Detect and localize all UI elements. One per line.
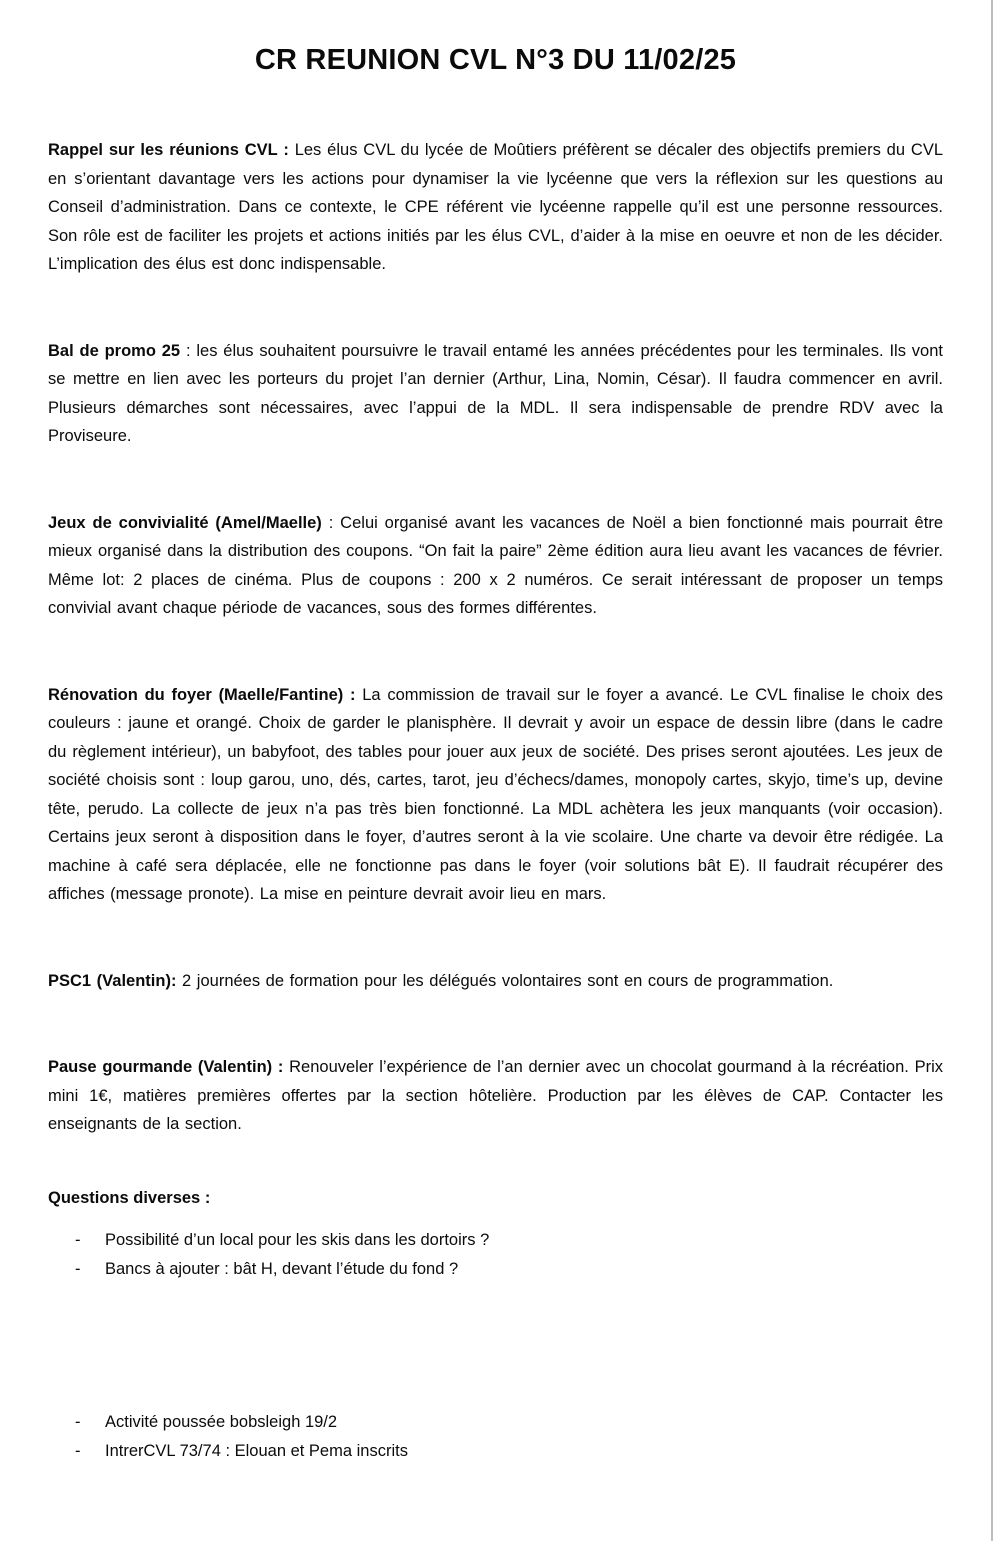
question-item-text: Bancs à ajouter : bât H, devant l’étude du fond ? (105, 1259, 459, 1278)
pause-gourmande-body: Renouveler l’expérience de l’an dernier avec un chocolat gourmand à la récréation. Prix mini 1€, matières premières offertes par la section hôtelière. Production par les élèves de CAP. Contacter les enseignants de la section. (48, 1058, 943, 1133)
footer-item-text: IntrerCVL 73/74 : Elouan et Pema inscrits (105, 1441, 408, 1460)
footer-item-text: Activité poussée bobsleigh 19/2 (105, 1413, 338, 1431)
bal-de-promo-heading: Bal de promo 25 (48, 341, 181, 360)
paragraph-pause-gourmande (48, 1053, 943, 1139)
paragraph-renovation-foyer (48, 681, 943, 909)
footer-item-bobsleigh (48, 1408, 943, 1437)
dash-bullet-marker: - (75, 1413, 81, 1431)
jeux-convivialite-body: : Celui organisé avant les vacances de Noël a bien fonctionné mais pourrait être mieux organisé dans la distribution des coupons. “On fait la paire” 2ème édition aura lieu avant les vacances de février. Même lot: 2 places de cinéma. Plus de coupons : 200 x 2 numéros. Ce serait intéressant de proposer un temps convivial avant chaque période de vacances, sous des formes différentes. (48, 513, 943, 617)
footer-item-intercvl (48, 1437, 943, 1466)
bal-de-promo-body: : les élus souhaitent poursuivre le travail entamé les années précédentes pour les terminales. Ils vont se mettre en lien avec les porteurs du projet l’an dernier (Arthur, Lina, Nomin, César). Il faudra commencer en avril. Plusieurs démarches sont nécessaires, avec l’appui de la MDL. Il sera indispensable de prendre RDV avec la Proviseure. (48, 341, 943, 445)
dash-bullet-marker: - (75, 1259, 81, 1278)
psc1-heading: PSC1 (Valentin): (48, 971, 177, 990)
footer-list (48, 1408, 943, 1465)
dash-bullet-marker: - (75, 1441, 81, 1460)
pause-gourmande-heading: Pause gourmande (Valentin) : (48, 1058, 284, 1076)
paragraph-rappel-reunions (48, 136, 943, 279)
question-item-local-skis (48, 1226, 943, 1255)
document-title: CR REUNION CVL N°3 DU 11/02/25 (254, 44, 737, 76)
question-item-bancs (48, 1255, 943, 1284)
dash-bullet-marker: - (75, 1231, 81, 1249)
renovation-foyer-body: La commission de travail sur le foyer a avancé. Le CVL finalise le choix des couleurs : jaune et orangé. Choix de garder le planisphère. Il devrait y avoir un espace de dessin libre (dans le cadre du règlement intérieur), un babyfoot, des tables pour jouer aux jeux de société. Des prises seront ajoutées. Les jeux de société choisis sont : loup garou, uno, dés, cartes, tarot, jeu d’échecs/dames, monopoly cartes, skyjo, time’s up, devine tête, perudo. La collecte de jeux n’a pas très bien fonctionné. La MDL achètera les jeux manquants (voir occasion). Certains jeux seront à disposition dans le foyer, d’autres seront à la vie scolaire. Une charte va devoir être rédigée. La machine à café sera déplacée, elle ne fonctionne pas dans le foyer (voir solutions bât E). Il faudrait récupérer des affiches (message pronote). La mise en peinture devrait avoir lieu en mars. (48, 685, 943, 903)
rappel-reunions-heading: Rappel sur les réunions CVL : (48, 141, 289, 159)
jeux-convivialite-heading: Jeux de convivialité (Amel/Maelle) (48, 513, 322, 532)
rappel-reunions-body: Les élus CVL du lycée de Moûtiers préfèrent se décaler des objectifs premiers du CVL en s’orientant davantage vers les actions pour dynamiser la vie lycéenne que vers la réflexion sur les questions au Conseil d’administration. Dans ce contexte, le CPE référent vie lycéenne rappelle qu’il est une personne ressources. Son rôle est de faciliter les projets et actions initiés par les élus CVL, d’aider à la mise en oeuvre et non de les décider. L’implication des élus est donc indispensable. (48, 141, 943, 273)
questions-diverses-heading: Questions diverses : (48, 1188, 211, 1207)
paragraph-jeux-convivialite (48, 509, 943, 623)
renovation-foyer-heading: Rénovation du foyer (Maelle/Fantine) : (48, 685, 356, 704)
paragraph-psc1 (48, 967, 943, 996)
question-item-text: Possibilité d’un local pour les skis dans les dortoirs ? (105, 1231, 490, 1249)
psc1-body: 2 journées de formation pour les délégués volontaires sont en cours de programmation. (182, 971, 834, 990)
paragraph-bal-de-promo (48, 337, 943, 451)
questions-list (48, 1226, 943, 1283)
